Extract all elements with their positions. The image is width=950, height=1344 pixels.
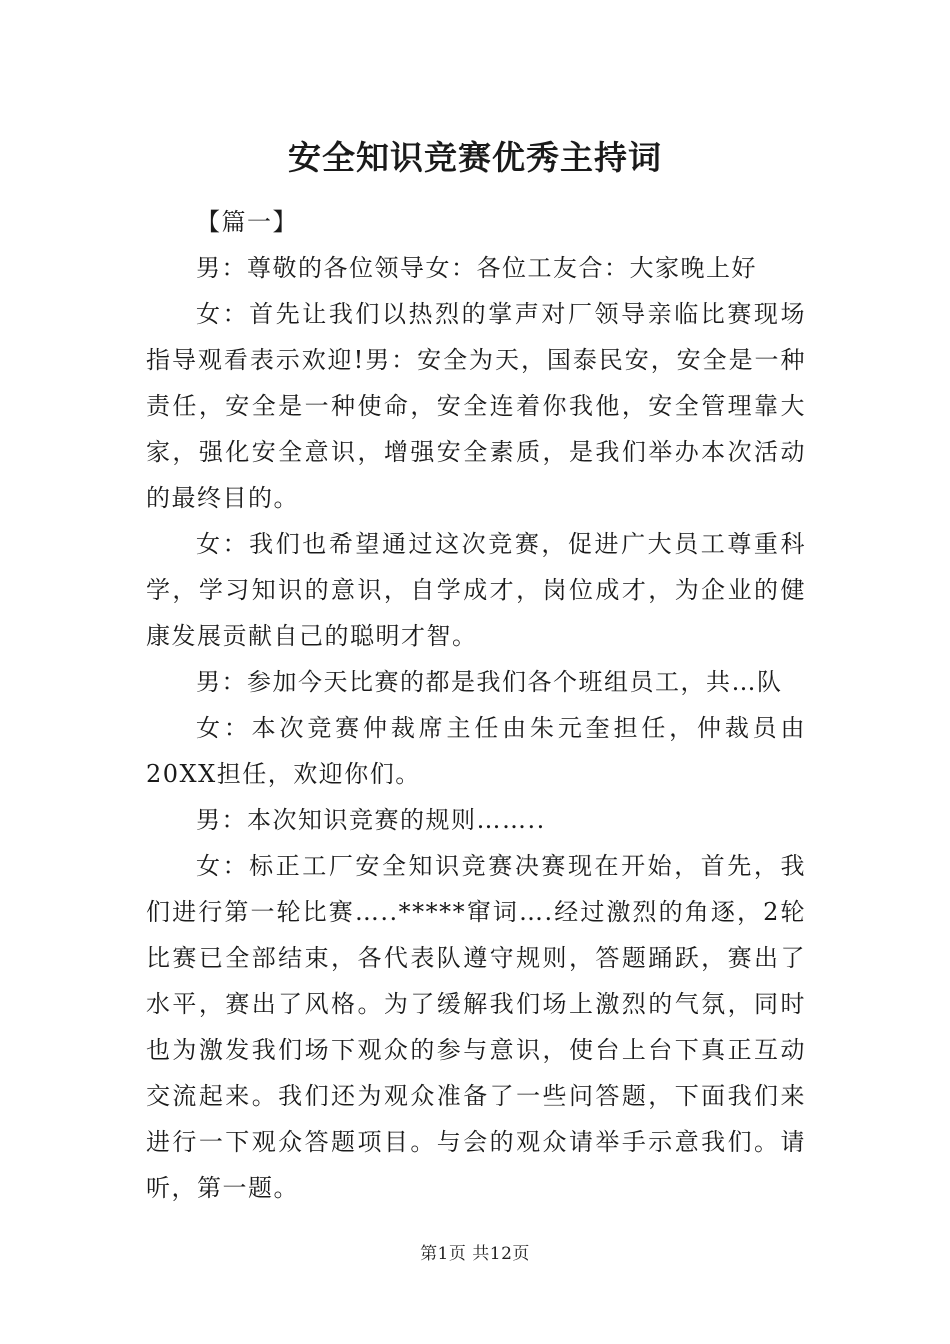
paragraph: 男：尊敬的各位领导女：各位工友合：大家晚上好 (196, 254, 757, 282)
document-body (146, 199, 806, 1211)
paragraph: 女：本次竞赛仲裁席主任由朱元奎担任，仲裁员由20XX担任，欢迎你们。 (146, 714, 806, 788)
page-number-footer: 第1页 共12页 (420, 1244, 530, 1264)
paragraph: 女：首先让我们以热烈的掌声对厂领导亲临比赛现场指导观看表示欢迎!男：安全为天，国泰民安，安全是一种责任，安全是一种使命，安全连着你我他，安全管理靠大家，强化安全意识，增强安全素质，是我们举办本次活动的最终目的。 (146, 300, 806, 512)
section-heading: 【篇一】 (196, 208, 298, 236)
paragraph: 男：本次知识竞赛的规则…….. (196, 806, 546, 834)
document-title: 安全知识竞赛优秀主持词 (288, 138, 662, 177)
paragraph: 女：我们也希望通过这次竞赛，促进广大员工尊重科学，学习知识的意识，自学成才，岗位成才，为企业的健康发展贡献自己的聪明才智。 (146, 530, 806, 650)
paragraph: 女：标正工厂安全知识竞赛决赛现在开始，首先，我们进行第一轮比赛…..*****窜词….经过激烈的角逐，2轮比赛已全部结束，各代表队遵守规则，答题踊跃，赛出了水平，赛出了风格。为了缓解我们场上激烈的气氛，同时也为激发我们场下观众的参与意识，使台上台下真正互动交流起来。我们还为观众准备了一些问答题，下面我们来进行一下观众答题项目。与会的观众请举手示意我们。请听，第一题。 (146, 852, 806, 1202)
paragraph: 男：参加今天比赛的都是我们各个班组员工，共…队 (196, 668, 783, 696)
